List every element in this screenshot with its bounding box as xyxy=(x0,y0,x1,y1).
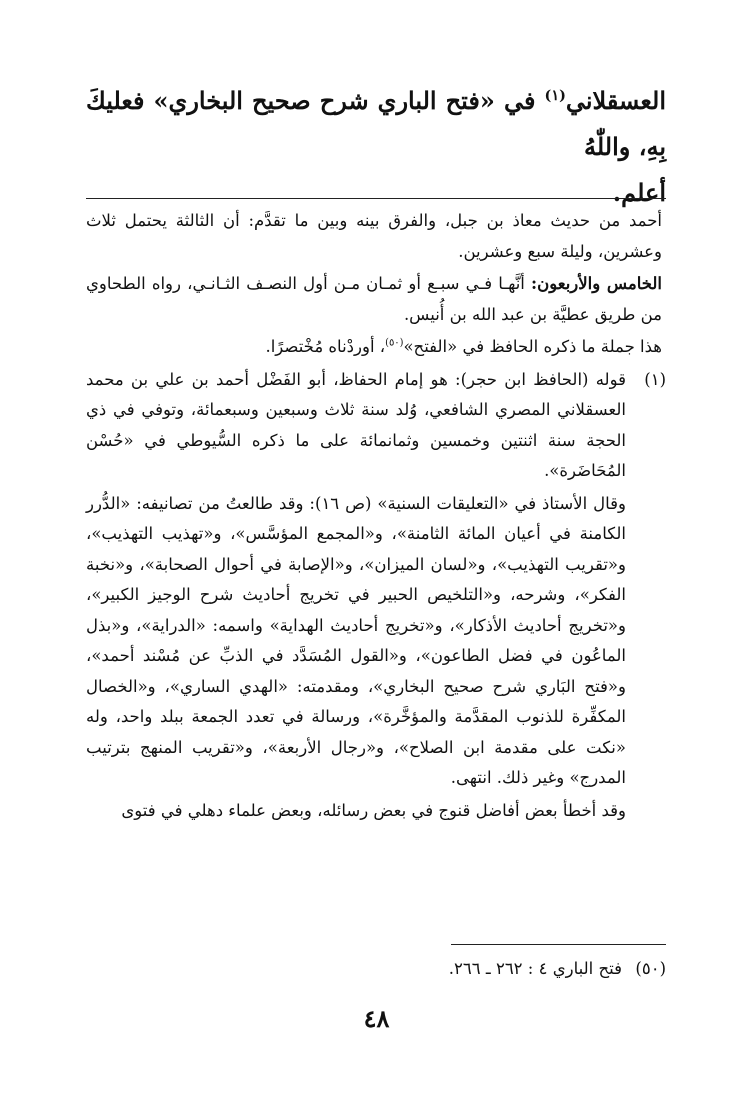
footnote-1-para-2: وقال الأستاذ في «التعليقات السنية» (ص ١٦): وقد طالعتُ من تصانيفه: «الدُّرر الكامنة في أعيان المائة الثامنة»، و«المجمع المؤسَّس»، و«تهذيب التهذيب»، و«تقريب التهذيب»، و«لسان الميزان»، و«الإصابة في أحوال الصحابة»، و«نخبة الفكر»، وشرحه، و«التلخيص الحبير في تخريج أحاديث شرح الوجيز الكبير»، و«تخريج أحاديث الأذكار»، و«تخريج أحاديث الهداية» واسمه: «الدراية»، و«بذل الماعُون في فضل الطاعون»، و«القول المُسَدَّد في الذبِّ عن مُسْند أحمد»، و«فتح البَاري شرح صحيح البخاري»، ومقدمته: «الهدي الساري»، و«الخصال المكفِّرة للذنوب المقدَّمة والمؤخَّرة»، ورسالة في تعدد الجمعة ببلد واحد، وله «نكت على مقدمة ابن الصلاح»، و«رجال الأربعة»، و«تقريب المنهج بترتيب المدرج» وغير ذلك. انتهى. xyxy=(86,493,627,787)
footnote-para-3-start: هذا جملة ما ذكره الحافظ في «الفتح» xyxy=(403,337,662,356)
endnote-separator xyxy=(451,944,666,945)
footnote-heading-bold: الخامس والأربعون: xyxy=(531,274,663,293)
footnote-para-3-end: ، أوردْناه مُخْتصرًا. xyxy=(265,337,386,356)
footnote-continuation-para-3 xyxy=(86,332,666,363)
footnote-continuation-para-2-text: أنَّهـا فـي سبـع أو ثمـان مـن أول النصـف الثـانـي، رواه الطحاوي من طريق عطيَّة بن عبد الله بن أُنيس. xyxy=(86,274,662,324)
footnote-continuation-para-2 xyxy=(86,269,666,330)
footnote-continuation-para-1: أحمد من حديث معاذ بن جبل، والفرق بينه وبين ما تقدَّم: أن الثالثة يحتمل ثلاث وعشرين، وليلة سبع وعشرين. xyxy=(86,211,662,261)
endnote-50-marker: (٥٠) xyxy=(635,959,666,978)
footnotes-section xyxy=(86,206,666,828)
footnote-separator xyxy=(86,198,666,199)
endnote-50-text: فتح الباري ٤ : ٢٦٢ ـ ٢٦٦. xyxy=(448,959,622,978)
footnote-1-marker: (١) xyxy=(644,369,666,389)
footnote-1-para-1: قوله (الحافظ ابن حجر): هو إمام الحفاظ، أبو الفَضْل أحمد بن علي بن محمد العسقلاني المصري الشافعي، وُلد سنة ثلاث وسبعين وسبعمائة، وتوفي في ذي الحجة سنة اثنتين وخمسين وثمانمائة على ما ذكره السُّيوطي في «حُسْن المُحَاضَرة». xyxy=(86,369,626,480)
endnote-ref-50[interactable]: (٥٠) xyxy=(385,337,404,349)
footnote-1-para-3: وقد أخطأ بعض أفاضل قنوج في بعض رسائله، وبعض علماء دهلي في فتوى xyxy=(121,800,626,820)
footnote-ref-1[interactable]: (١) xyxy=(544,87,566,104)
footnote-1 xyxy=(86,365,666,827)
main-line-1-start: العسقلاني xyxy=(565,86,666,115)
main-text xyxy=(86,78,666,216)
main-line-1 xyxy=(86,78,666,170)
endnote-50 xyxy=(86,954,666,984)
main-line-1-end: في «فتح الباري شرح صحيح البخاري» فعليكَ بِهِ، واللّٰهُ xyxy=(86,86,666,161)
page-number: ٤٨ xyxy=(363,1004,390,1033)
endnote-section xyxy=(86,954,666,984)
main-line-2: أعلم. xyxy=(612,178,666,207)
